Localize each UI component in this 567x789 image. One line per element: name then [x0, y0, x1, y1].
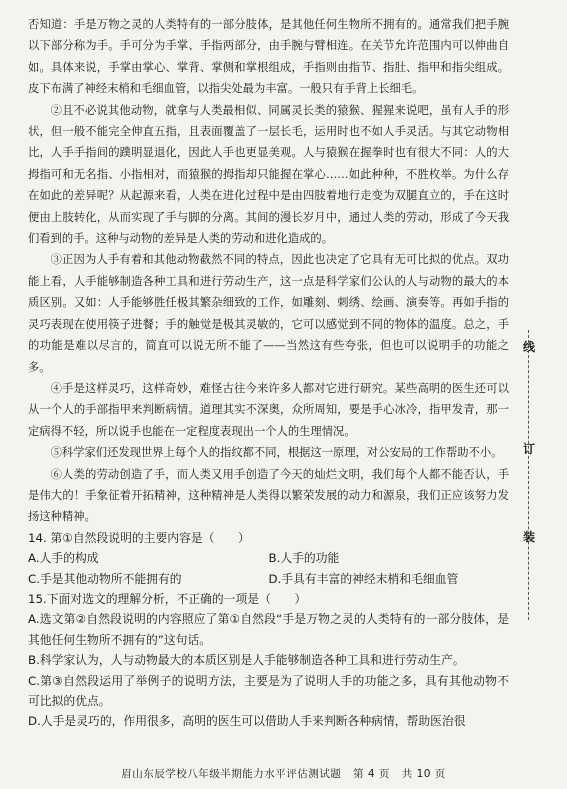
question-14-option-d: D.手具有丰富的神经末梢和毛细血管	[268, 571, 459, 586]
passage-paragraph-3: ③正因为人手有着和其他动物截然不同的特点，因此也决定了它具有无可比拟的优点。双功能上看，人手能够制造各种工具和进行劳动生产，这一点是科学家们公认的人与动物的最大的本质区别。又如：人手能够胜任极其繁杂细致的工作，如雕刻、刺绣、绘画、演奏等。再如手指的灵巧表现在使用筷子进餐；手的触觉是极其灵敏的，它可以感觉到不同的物体的温度。总之，手的功能是难以尽言的，简直可以说无所不能了——当然这有些夸张，但也可以说明手的功能之多。	[28, 253, 509, 374]
question-15-option-d: D.人手是灵巧的，作用很多，高明的医生可以借助人手来判断各种病情，帮助医治很	[28, 714, 466, 729]
question-14	[28, 528, 509, 589]
question-15-option-c: C.第③自然段运用了举例子的说明方法，主要是为了说明人手的功能之多，具有其他动物不可比拟的优点。	[28, 673, 509, 708]
page-footer	[0, 766, 567, 781]
question-14-option-c: C.手是其他动物所不能拥有的	[28, 571, 182, 586]
passage-paragraph-5: ⑤科学家们还发现世界上每个人的指纹都不同，根据这一原理，对公安局的工作帮助不小。	[50, 446, 503, 460]
question-14-stem: 14. 第①自然段说明的主要内容是（ ）	[28, 530, 250, 545]
passage-paragraph-6: ⑥人类的劳动创造了手，而人类又用手创造了今天的灿烂文明，我们每个人都不能否认，手是伟大的！手象征着开拓精神，这种精神是人类得以繁荣发展的动力和源泉，我们正应该努力发扬这种精神。	[28, 467, 509, 524]
binding-dashed-line	[528, 330, 529, 620]
binding-mark-zhuang: 装	[522, 530, 535, 544]
binding-mark-ding: 订	[522, 442, 535, 456]
passage-paragraph-4: ④手是这样灵巧，这样奇妙，难怪古往今来许多人都对它进行研究。某些高明的医生还可以从一个人的手部指甲来判断病情。道理其实不深奥，众所周知，要是手心冰冷，指甲发青，那一定病得不轻，所以说手也能在一定程度表现出一个人的生理情况。	[28, 381, 509, 438]
passage-paragraph-2: ②且不必说其他动物，就拿与人类最相似、同属灵长类的猿猴、猩猩来说吧，虽有人手的形状，但一般不能完全伸直五指，且表面覆盖了一层长毛，运用时也不如人手灵活。与其它动物相比，人手手指间的蹼明显退化，因此人手也更显美观。人与猿猴在握拳时也有很大不同：人的大拇指可和无名指、小指相对，而猿猴的拇指却只能握在掌心……如此种种，不胜枚举。为什么存在如此的差异呢？从起源来看，人类在进化过程中是由四肢着地行走变为双腿直立的，手在这时便由上肢转化，从而实现了手与脚的分离。其间的漫长岁月中，通过人类的劳动，形成了今天我们看到的手。这种与动物的差异是人类的劳动和进化造成的。	[28, 103, 509, 246]
question-14-option-b: B.人手的功能	[268, 551, 340, 566]
question-14-options	[28, 548, 509, 589]
question-15	[28, 589, 509, 732]
footer-school-title: 眉山东辰学校八年级半期能力水平评估测试题	[121, 768, 342, 780]
footer-page-number: 第 4 页	[353, 768, 390, 780]
question-15-option-a: A.选文第②自然段说明的内容照应了第①自然段“手是万物之灵的人类特有的一部分肢体，是其他任何生物所不拥有的”这句话。	[28, 612, 509, 647]
footer-total-pages: 共 10 页	[401, 768, 446, 780]
binding-mark-xian: 线	[522, 340, 535, 354]
question-14-option-a: A.人手的构成	[28, 551, 99, 566]
passage-paragraph-1: 否知道：手是万物之灵的人类特有的一部分肢体，是其他任何生物所不拥有的。通常我们把手腕以下部分称为手。手可分为手掌、手指两部分，由手腕与臂相连。在关节允许范围内可以伸曲自如。具体来说，手掌由掌心、掌背、掌侧和掌根组成，手指则由指节、指肚、指甲和指尖组成。皮下布满了神经末梢和毛细血管，以指尖处最为丰富。一般只有手背上长细毛。	[28, 18, 509, 96]
question-15-option-b: B.科学家认为，人与动物最大的本质区别是人手能够制造各种工具和进行劳动生产。	[28, 653, 465, 668]
question-15-stem: 15.下面对选文的理解分析，不正确的一项是（ ）	[28, 591, 307, 606]
